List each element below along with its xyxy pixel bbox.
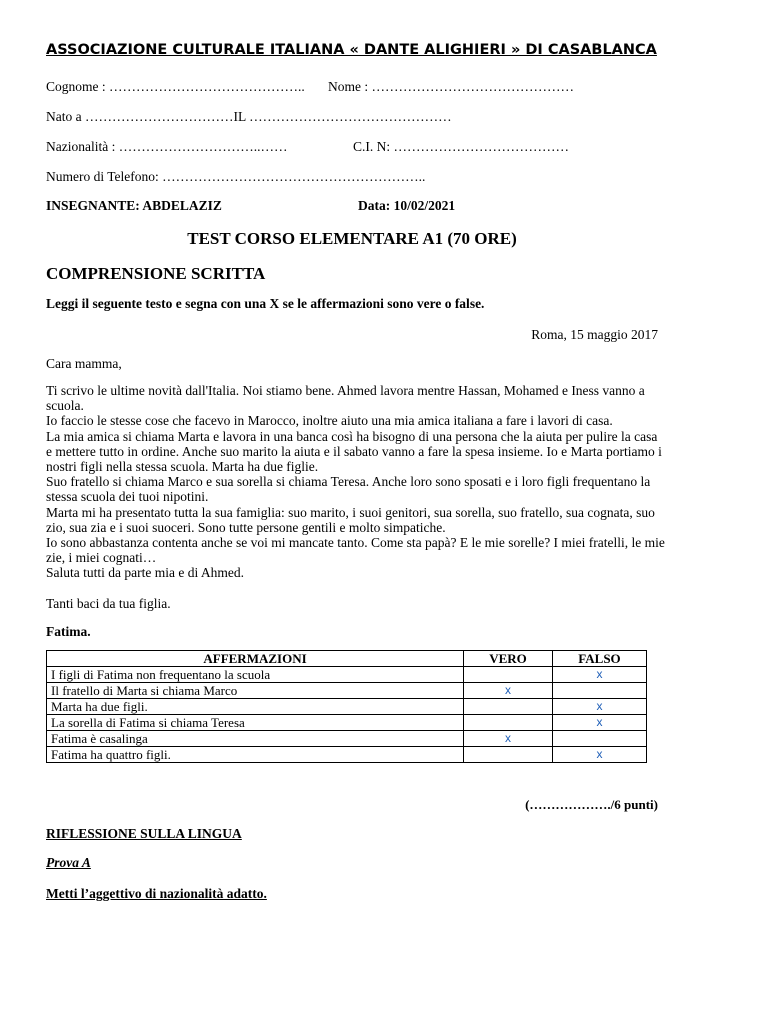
vero-cell[interactable] <box>464 667 553 683</box>
statement-cell: Il fratello di Marta si chiama Marco <box>47 683 464 699</box>
falso-cell[interactable]: x <box>553 699 647 715</box>
header-affermazioni: AFFERMAZIONI <box>47 651 464 667</box>
letter-signature: Fatima. <box>46 624 91 639</box>
falso-cell[interactable]: x <box>553 715 647 731</box>
falso-cell[interactable] <box>553 731 647 747</box>
association-title: ASSOCIAZIONE CULTURALE ITALIANA « DANTE ALIGHIERI » DI CASABLANCA <box>46 42 657 58</box>
header-falso: FALSO <box>553 651 647 667</box>
statement-cell: Fatima è casalinga <box>47 731 464 747</box>
table-row <box>47 747 647 763</box>
vero-cell[interactable] <box>464 747 553 763</box>
vero-cell[interactable]: x <box>464 683 553 699</box>
nazionalita-field: Nazionalità : …………………………..…… <box>46 139 288 154</box>
letter-date: Roma, 15 maggio 2017 <box>531 327 658 342</box>
exercise-instruction: Metti l’aggettivo di nazionalità adatto. <box>46 886 267 901</box>
falso-cell[interactable]: x <box>553 747 647 763</box>
letter-greeting: Cara mamma, <box>46 356 122 371</box>
instruction-text: Leggi il seguente testo e segna con una X se le affermazioni sono vere o false. <box>46 296 485 311</box>
riflessione-heading: RIFLESSIONE SULLA LINGUA <box>46 826 242 841</box>
statement-cell: La sorella di Fatima si chiama Teresa <box>47 715 464 731</box>
test-title: TEST CORSO ELEMENTARE A1 (70 ORE) <box>187 229 517 248</box>
table-header-row <box>47 651 647 667</box>
data-label: Data: 10/02/2021 <box>358 198 456 213</box>
points-score: (………………./6 punti) <box>525 797 658 812</box>
vero-cell[interactable] <box>464 715 553 731</box>
statement-cell: Fatima ha quattro figli. <box>47 747 464 763</box>
table-row <box>47 731 647 747</box>
falso-cell[interactable] <box>553 683 647 699</box>
falso-cell[interactable]: x <box>553 667 647 683</box>
section-title: COMPRENSIONE SCRITTA <box>46 264 266 283</box>
header-vero: VERO <box>464 651 553 667</box>
insegnante-label: INSEGNANTE: ABDELAZIZ <box>46 198 222 213</box>
nato-field: Nato a ……………………………IL ……………………………………… <box>46 109 452 124</box>
vero-cell[interactable] <box>464 699 553 715</box>
letter-closing: Tanti baci da tua figlia. <box>46 596 171 611</box>
telefono-field: Numero di Telefono: ………………………………………………….. <box>46 169 426 184</box>
statement-cell: Marta ha due figli. <box>47 699 464 715</box>
vero-cell[interactable]: x <box>464 731 553 747</box>
table-row <box>47 699 647 715</box>
affermazioni-table <box>46 650 647 763</box>
prova-heading: Prova A <box>46 855 91 870</box>
letter-body: Ti scrivo le ultime novità dall'Italia. Noi stiamo bene. Ahmed lavora mentre Hassan, Mohamed e Iness vanno a scuola. Io faccio le stesse cose che facevo in Marocco, inoltre aiuto una mia amica italiana a fare i lavori di casa. La mia amica si chiama Marta e lavora in una banca così ha bisogno di una persona che la aiuta per pulire la casa e mettere tutto in ordine. Anche suo marito la aiuta e il sabato vanno a fare la spesa insieme. Io e Marta portiamo i nostri figli nella stessa scuola. Marta ha due figlie. Suo fratello si chiama Marco e sua sorella si chiama Teresa. Anche loro sono sposati e i loro figli frequentano la stessa scuola dei tuoi nipotini. Marta mi ha presentato tutta la sua famiglia: suo marito, i suoi genitori, sua sorella, suo fratello, sua cognata, suo zio, sua zia e i suoi suoceri. Sono tutte persone gentili e molto simpatiche. Io sono abbastanza contenta anche se voi mi mancate tanto. Come sta papà? E le mie sorelle? I miei fratelli, le mie zie, i miei cognati… Saluta tutti da parte mia e di Ahmed. <box>46 383 665 581</box>
nome-field: Nome : ……………………………………… <box>328 79 574 94</box>
cin-field: C.I. N: ………………………………… <box>353 139 569 154</box>
table-row <box>47 683 647 699</box>
table-row <box>47 715 647 731</box>
statement-cell: I figli di Fatima non frequentano la scuola <box>47 667 464 683</box>
cognome-field: Cognome : …………………………………….. <box>46 79 305 94</box>
table-row <box>47 667 647 683</box>
